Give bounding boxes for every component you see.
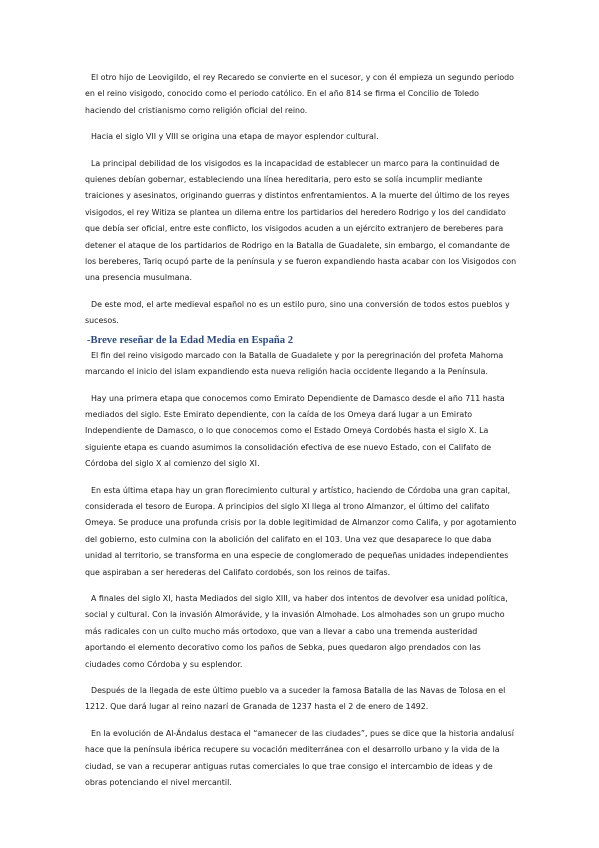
paragraph-al-andalus: En la evolución de Al-Ándalus destaca el “amanecer de las ciudades”, pues se dice que la historia andalusí hace que la península ibérica recupere su vocación mediterránea con el desarrollo urbano y la vida de la ciudad, se van a recuperar antiguas rutas comerciales lo que trae consigo el intercambio de ideas y de obras potenciando el nivel mercantil. <box>85 728 514 788</box>
paragraph-navas-de-tolosa: Después de la llegada de este último pueblo va a suceder la famosa Batalla de las Navas de Tolosa en el 1212. Que dará lugar al reino nazarí de Granada de 1237 hasta el 2 de enero de 1492. <box>85 686 506 712</box>
paragraph-recaredo: El otro hijo de Leovigildo, el rey Recaredo se convierte en el sucesor, y con él empieza un segundo periodo en el reino visigodo, conocido como el periodo católico. En el año 814 se firma el Concilio de Toledo haciendo del cristianismo como religión oficial del reino. <box>85 73 515 115</box>
document-body <box>85 70 517 801</box>
paragraph-almoravides-almohades: A finales del siglo XI, hasta Mediados del siglo XIII, va haber dos intentos de devolver esa unidad política, social y cultural. Con la invasión Almorávide, y la invasión Almohade. Los almohades son un grupo mucho más radicales con un culto mucho más ortodoxo, que van a llevar a cabo una tremenda austeridad aportando el elemento decorativo como los paños de Sebka, pues quedaron algo prendados con las ciudades como Córdoba y su esplendor. <box>85 593 508 669</box>
paragraph-emirato: Hay una primera etapa que conocemos como Emirato Dependiente de Damasco desde el año 711 hasta mediados del siglo. Este Emirato dependiente, con la caída de los Omeya dará lugar a un Emirato Independiente de Damasco, o lo que conocemos como el Estado Omeya Cordobés hasta el siglo X. La siguiente etapa es cuando asumimos la consolidación efectiva de ese nuevo Estado, con el Califato de Córdoba del siglo X al comienzo del siglo XI. <box>85 393 505 469</box>
paragraph-esplendor: Hacia el siglo VII y VIII se origina una etapa de mayor esplendor cultural. <box>91 132 379 142</box>
section-heading: -Breve reseñar de la Edad Media en España 2 <box>87 334 293 346</box>
paragraph-fin-reino-visigodo: El fin del reino visigodo marcado con la Batalla de Guadalete y por la peregrinación del profeta Mahoma marcando el inicio del islam expandiendo esta nueva religión hacia occidente llegando a la Península. <box>85 350 504 377</box>
paragraph-debilidad-visigodos: La principal debilidad de los visigodos es la incapacidad de establecer un marco para la continuidad de quienes debían gobernar, estableciendo una línea hereditaria, pero esto se solía incumplir mediante traiciones y asesinatos, originando guerras y distintos enfrentamientos. A la muerte del último de los reyes visigodos, el rey Witiza se plantea un dilema entre los partidarios del heredero Rodrigo y los del candidato que debía ser oficial, entre este conflicto, los visigodos acuden a un ejército extranjero de bereberes para detener el ataque de los partidarios de Rodrigo en la Batalla de Guadalete, sin embargo, el comandante de los bereberes, Tariq ocupó parte de la península y se fueron expandiendo hasta acabar con los Visigodos con una presencia musulmana. <box>85 158 517 283</box>
paragraph-califato: En esta última etapa hay un gran florecimiento cultural y artístico, haciendo de Córdoba una gran capital, considerada el tesoro de Europa. A principios del siglo XI llega al trono Almanzor, el último del califato Omeya. Se produce una profunda crisis por la doble legitimidad de Almanzor como Califa, y por agotamiento del gobierno, esto culmina con la abolición del califato en el 103. Una vez que desaparece lo que daba unidad al territorio, se transforma en una especie de conglomerado de pequeñas unidades independientes que aspiraban a ser herederas del Califato cordobés, son los reinos de taifas. <box>85 485 517 577</box>
paragraph-arte-medieval: De este mod, el arte medieval español no es un estilo puro, sino una conversión de todos estos pueblos y sucesos. <box>85 299 510 326</box>
